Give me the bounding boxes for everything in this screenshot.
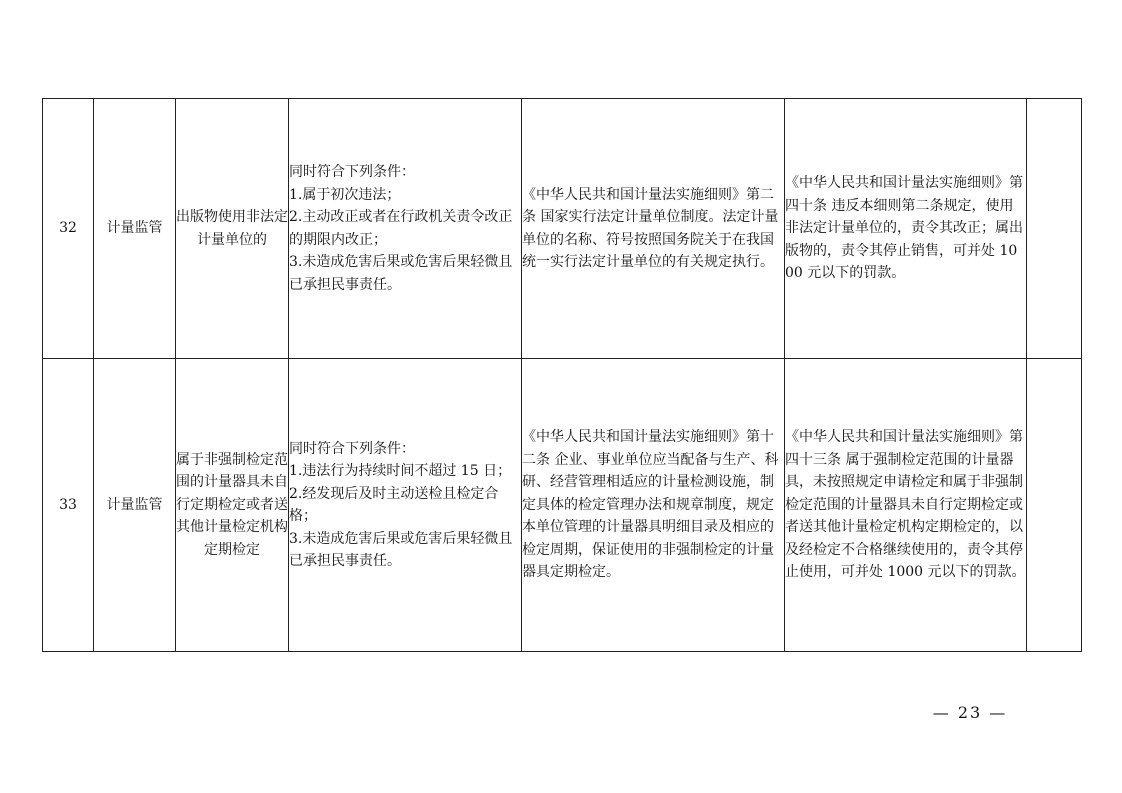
regulation-table [42, 98, 1082, 652]
situation-text: 属于非强制检定范围的计量器具未自行定期检定或者送其他计量检定机构定期检定 [176, 451, 288, 558]
category-cell [94, 359, 176, 652]
situation-cell [176, 359, 289, 652]
penalty-basis-cell [785, 359, 1027, 652]
category-text: 计量监管 [106, 220, 163, 237]
penalty-basis-cell [785, 99, 1027, 359]
conditions-text: 同时符合下列条件： 1.违法行为持续时间不超过 15 日； 2.经发现后及时主动送检且检定合格； 3.未造成危害后果或危害后果轻微且已承担民事责任。 [289, 440, 513, 569]
remark-cell [1027, 99, 1082, 359]
legal-basis-cell [522, 359, 785, 652]
row-number-cell [43, 99, 94, 359]
penalty-basis-text: 《中华人民共和国计量法实施细则》第四十条 违反本细则第二条规定，使用非法定计量单位的，责令其改正；属出版物的，责令其停止销售，可并处 1000 元以下的罚款。 [785, 175, 1023, 282]
table-row [43, 359, 1082, 652]
conditions-cell [289, 359, 522, 652]
remark-cell [1027, 359, 1082, 652]
category-cell [94, 99, 176, 359]
situation-cell [176, 99, 289, 359]
table-row [43, 99, 1082, 359]
conditions-text: 同时符合下列条件： 1.属于初次违法； 2.主动改正或者在行政机关责令改正的期限内改正； 3.未造成危害后果或危害后果轻微且已承担民事责任。 [289, 164, 513, 293]
legal-basis-cell [522, 99, 785, 359]
penalty-basis-text: 《中华人民共和国计量法实施细则》第四十三条 属于强制检定范围的计量器具，未按照规定申请检定和属于非强制检定范围的计量器具未自行定期检定或者送其他计量检定机构定期检定的，以及经检定不合格继续使用的，责令其停止使用，可并处 1000 元以下的罚款。 [785, 429, 1026, 581]
row-number: 33 [59, 496, 77, 513]
legal-basis-text: 《中华人民共和国计量法实施细则》第二条 国家实行法定计量单位制度。法定计量单位的名称、符号按照国务院关于在我国统一实行法定计量单位的有关规定执行。 [522, 186, 779, 270]
situation-text: 出版物使用非法定计量单位的 [176, 209, 288, 248]
conditions-cell [289, 99, 522, 359]
legal-basis-text: 《中华人民共和国计量法实施细则》第十二条 企业、事业单位应当配备与生产、科研、经营管理相适应的计量检测设施，制定具体的检定管理办法和规章制度，规定本单位管理的计量器具明细目录及相应的检定周期，保证使用的非强制检定的计量器具定期检定。 [522, 429, 779, 581]
row-number: 32 [59, 220, 77, 237]
category-text: 计量监管 [106, 496, 163, 513]
page-number: — 23 — [932, 703, 1008, 722]
row-number-cell [43, 359, 94, 652]
